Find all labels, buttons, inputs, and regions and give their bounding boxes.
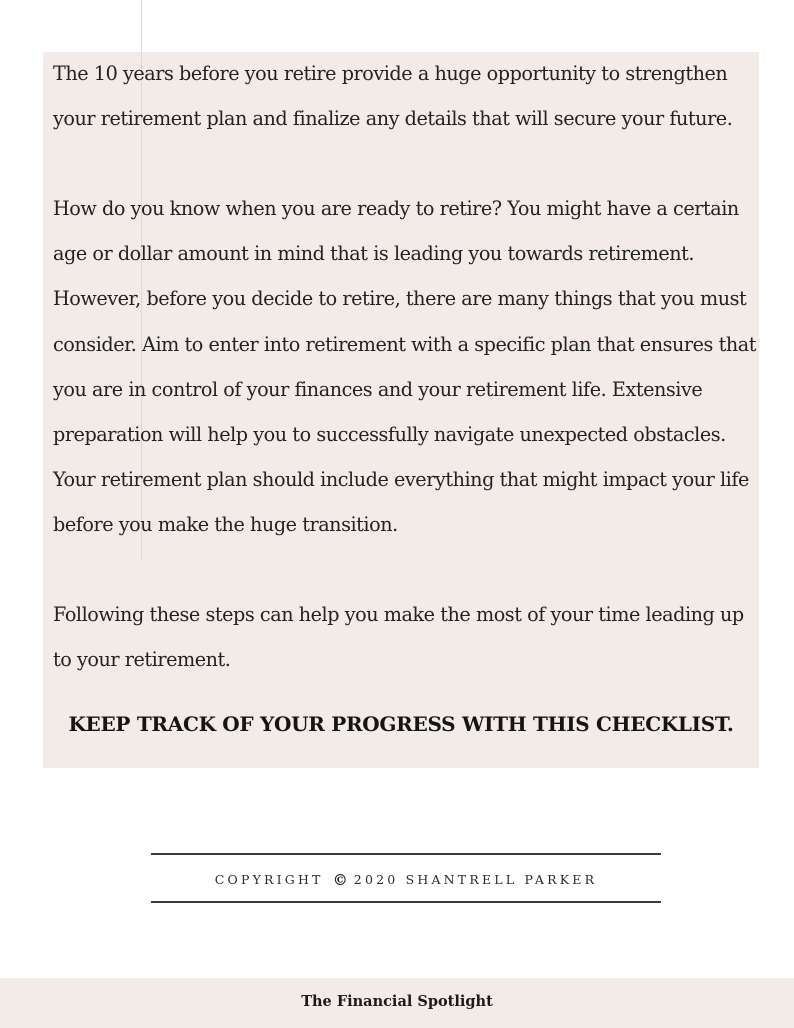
checklist-call-to-action: KEEP TRACK OF YOUR PROGRESS WITH THIS CHECKLIST. xyxy=(68,712,734,736)
copyright-bottom-rule xyxy=(151,901,661,903)
footer-brand: The Financial Spotlight xyxy=(301,993,493,1010)
steps-paragraph: Following these steps can help you make the most of your time leading up to your retirement. xyxy=(53,603,744,672)
copyright-notice xyxy=(151,871,661,889)
copyright-year-owner: 2020 SHANTRELL PARKER xyxy=(353,872,598,887)
copyright-symbol-icon: © xyxy=(332,871,348,889)
copyright-top-rule xyxy=(151,853,661,855)
intro-paragraph: The 10 years before you retire provide a huge opportunity to strengthen your retirement plan and finalize any details that will secure your future. xyxy=(53,62,733,131)
readiness-paragraph: How do you know when you are ready to retire? You might have a certain age or dollar amount in mind that is leading you towards retirement. However, before you decide to retire, there are many things that you must consider. Aim to enter into retirement with a specific plan that ensures that you are in control of your finances and your retirement life. Extensive preparation will help you to successfully navigate unexpected obstacles. Your retirement plan should include everything that might impact your life before you make the huge transition. xyxy=(53,197,757,537)
copyright-label: COPYRIGHT xyxy=(214,872,324,887)
